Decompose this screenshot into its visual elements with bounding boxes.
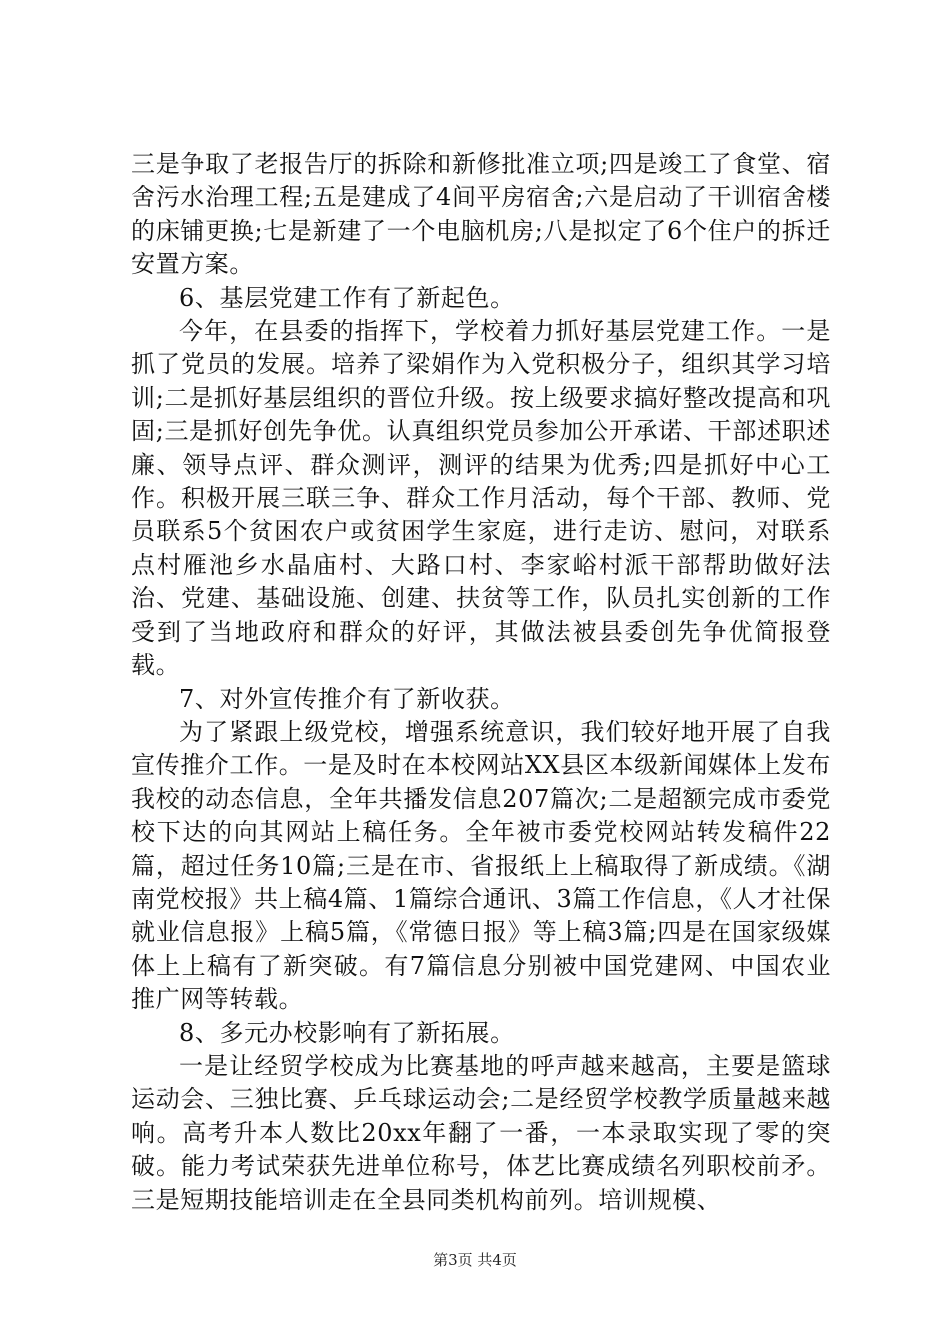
heading-item-6: 6、基层党建工作有了新起色。 [179, 283, 515, 312]
document-body [131, 148, 831, 1217]
heading-item-7: 7、对外宣传推介有了新收获。 [179, 684, 515, 713]
page-footer: 第3页 共4页 [433, 1251, 517, 1269]
paragraph-1: 三是争取了老报告厅的拆除和新修批准立项;四是竣工了食堂、宿舍污水治理工程;五是建成了4间平房宿舍;六是启动了干训宿舍楼的床铺更换;七是新建了一个电脑机房;八是拟定了6个住户的拆迁安置方案。 [131, 150, 831, 279]
heading-item-8: 8、多元办校影响有了新拓展。 [179, 1018, 515, 1047]
paragraph-party-building: 今年，在县委的指挥下，学校着力抓好基层党建工作。一是抓了党员的发展。培养了梁娟作为入党积极分子，组织其学习培训;二是抓好基层组织的晋位升级。按上级要求搞好整改提高和巩固;三是抓好创先争优。认真组织党员参加公开承诺、干部述职述廉、领导点评、群众测评，测评的结果为优秀;四是抓好中心工作。积极开展三联三争、群众工作月活动，每个干部、教师、党员联系5个贫困农户或贫困学生家庭，进行走访、慰问，对联系点村雁池乡水晶庙村、大路口村、李家峪村派干部帮助做好法治、党建、基础设施、创建、扶贫等工作，队员扎实创新的工作受到了当地政府和群众的好评，其做法被县委创先争优简报登载。 [131, 317, 831, 680]
paragraph-multi-school: 一是让经贸学校成为比赛基地的呼声越来越高，主要是篮球运动会、三独比赛、乒乓球运动会;二是经贸学校教学质量越来越响。高考升本人数比20xx年翻了一番，一本录取实现了零的突破。能力考试荣获先进单位称号，体艺比赛成绩名列职校前矛。三是短期技能培训走在全县同类机构前列。培训规模、 [131, 1051, 831, 1214]
paragraph-publicity: 为了紧跟上级党校，增强系统意识，我们较好地开展了自我宣传推介工作。一是及时在本校网站XX县区本级新闻媒体上发布我校的动态信息，全年共播发信息207篇次;二是超额完成市委党校下达的向其网站上稿任务。全年被市委党校网站转发稿件22篇，超过任务10篇;三是在市、省报纸上上稿取得了新成绩。《湖南党校报》共上稿4篇、1篇综合通讯、3篇工作信息，《人才社保就业信息报》上稿5篇，《常德日报》等上稿3篇;四是在国家级媒体上上稿有了新突破。有7篇信息分别被中国党建网、中国农业推广网等转载。 [131, 717, 831, 1014]
